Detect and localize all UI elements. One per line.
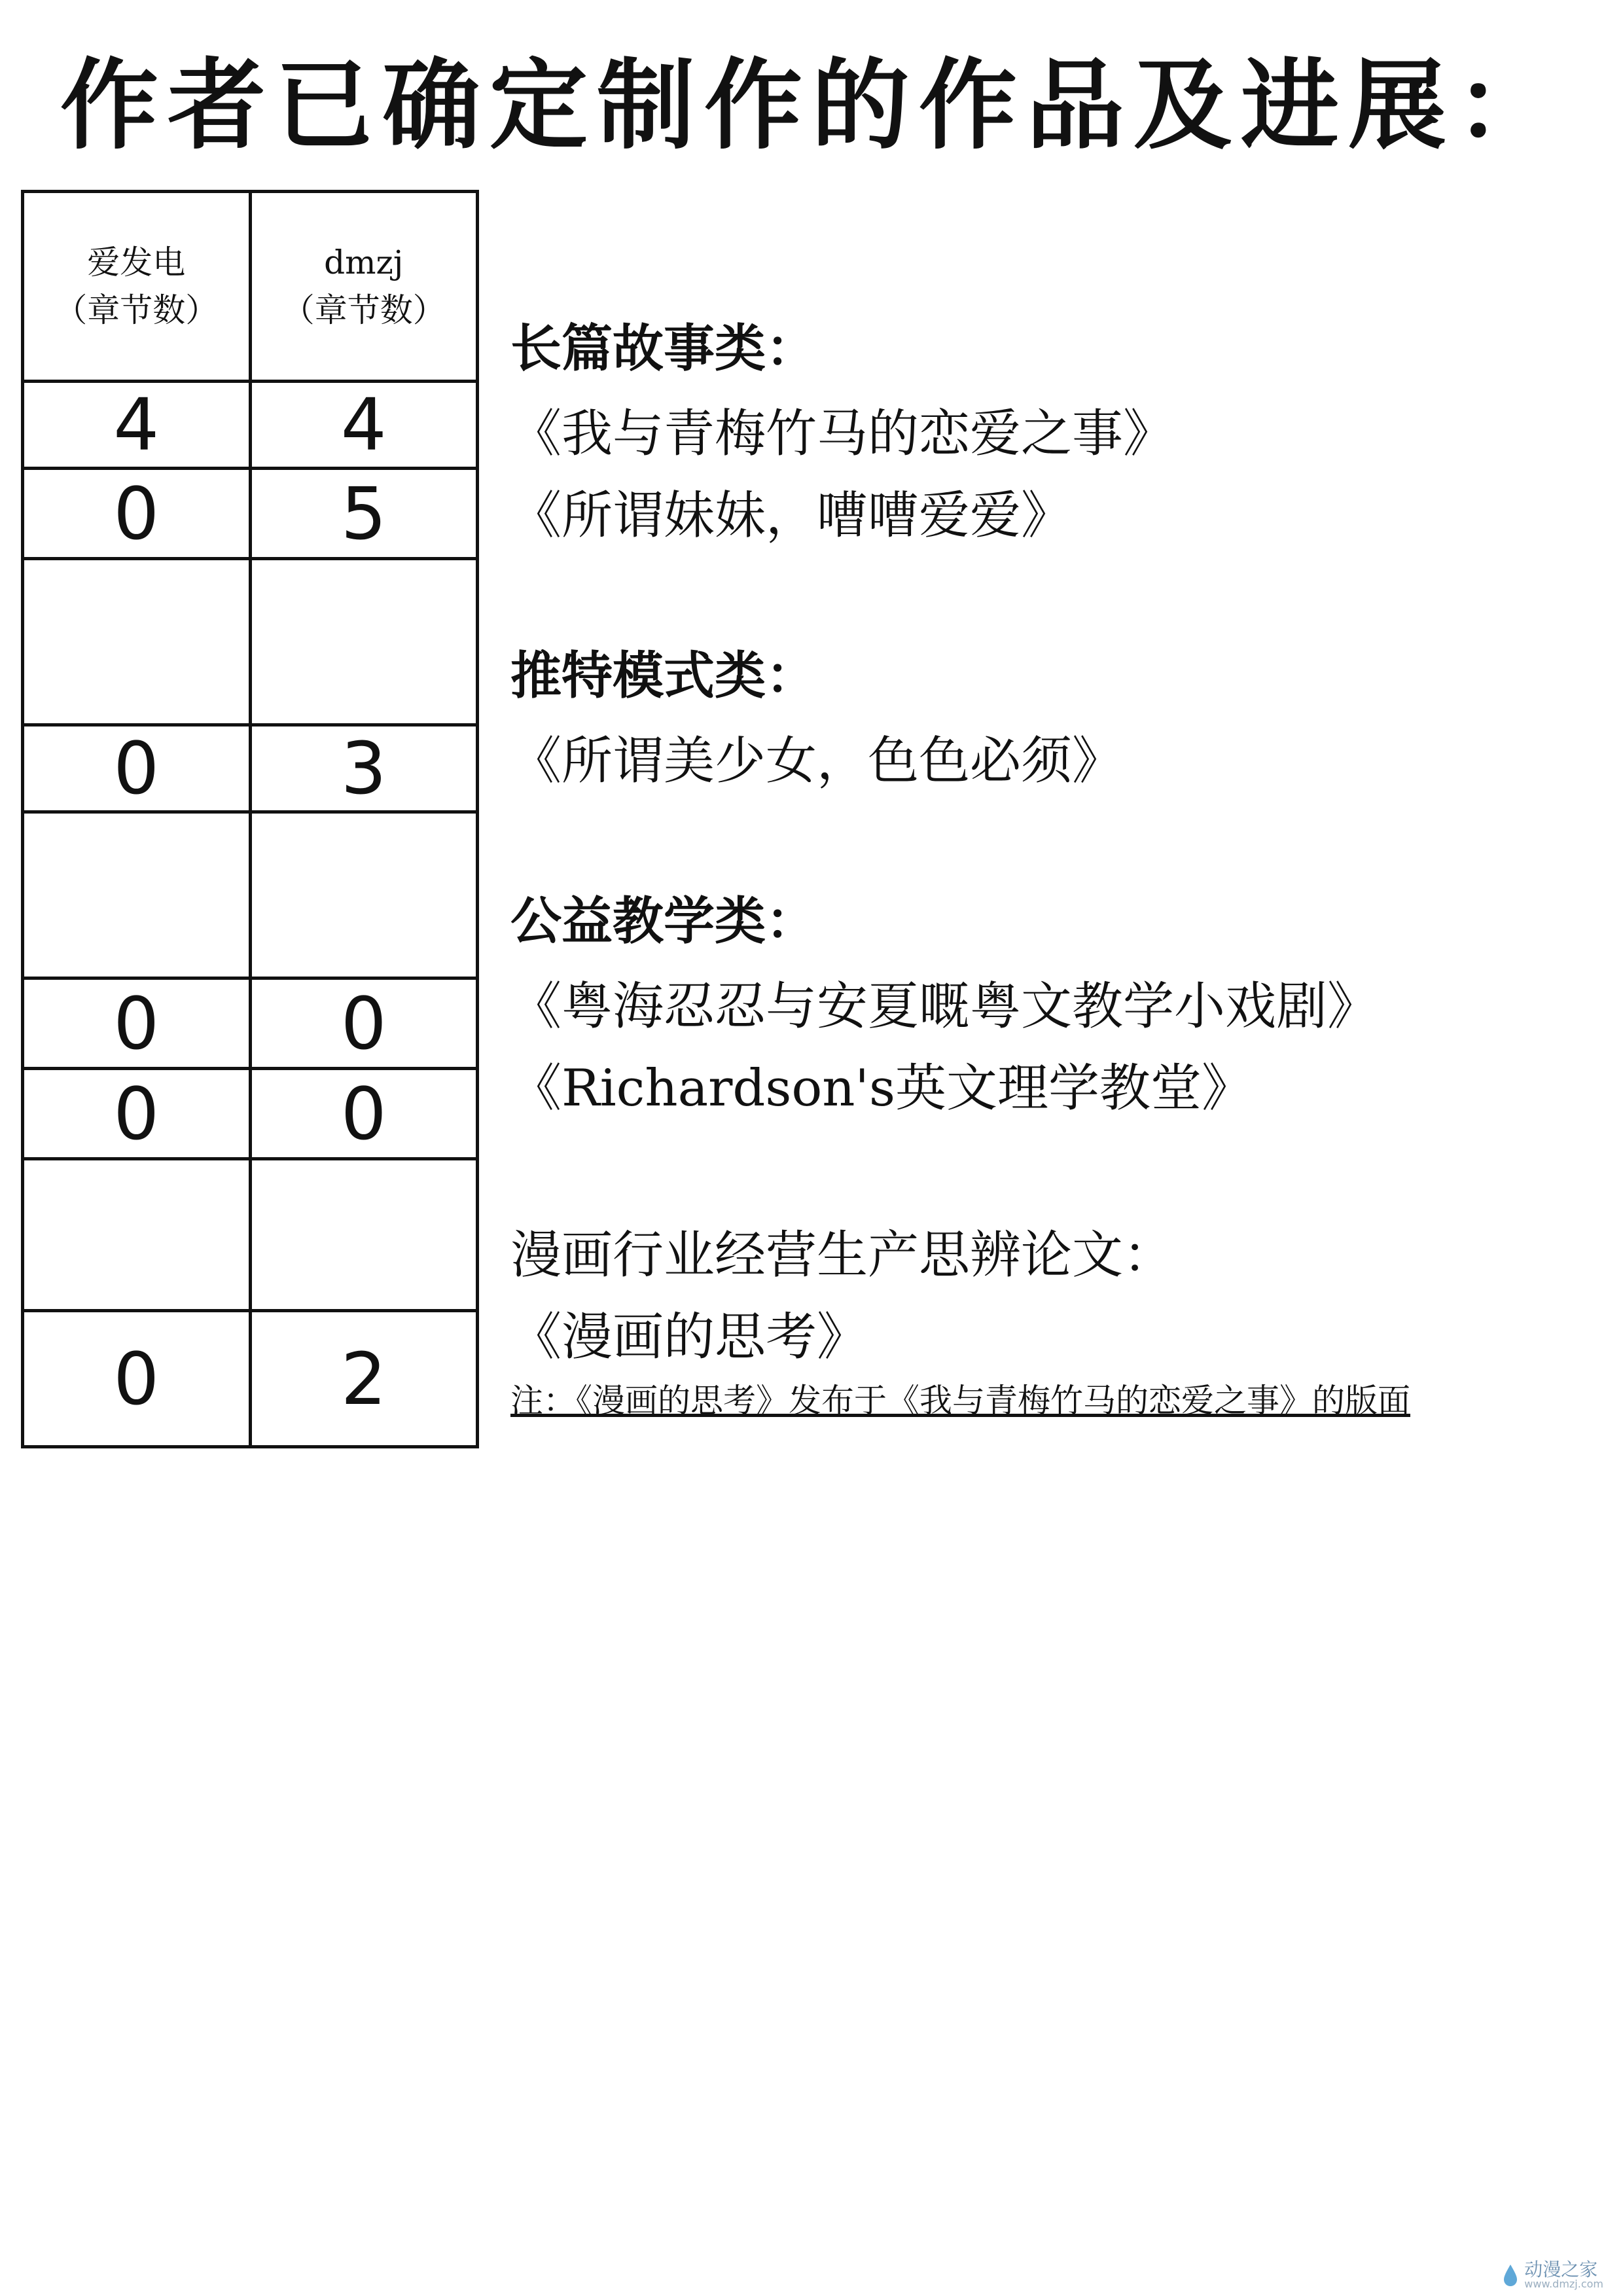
empty-cell <box>250 1159 478 1311</box>
table-row <box>23 382 478 469</box>
dmzj-count: 5 <box>250 469 478 559</box>
work-title: 《漫画的思考》 <box>510 1308 868 1367</box>
empty-cell <box>23 812 251 978</box>
category-heading: 长篇故事类： <box>510 319 817 378</box>
aifadian-count: 4 <box>23 382 251 469</box>
header-aifadian: 爱发电 （章节数） <box>23 192 251 382</box>
work-title: 《我与青梅竹马的恋爱之事》 <box>510 404 1175 463</box>
category-heading: 推特模式类： <box>510 647 817 706</box>
table-row <box>23 469 478 559</box>
work-title: 《粤海忍忍与安夏嘅粤文教学小戏剧》 <box>510 977 1379 1036</box>
table-row <box>23 725 478 812</box>
site-watermark <box>1502 2261 1603 2289</box>
empty-cell <box>250 559 478 725</box>
table-row-spacer <box>23 812 478 978</box>
watermark-url: www.dmzj.com <box>1524 2278 1603 2290</box>
droplet-logo-icon <box>1502 2263 1519 2287</box>
empty-cell <box>23 1159 251 1311</box>
aifadian-count: 0 <box>23 1311 251 1447</box>
work-title: 《所谓美少女，色色必须》 <box>510 732 1124 791</box>
work-title: 《Richardson's英文理学教堂》 <box>510 1059 1253 1118</box>
progress-table <box>21 190 479 1448</box>
work-title: 《所谓妹妹，嘈嘈爱爱》 <box>510 486 1073 545</box>
dmzj-count: 0 <box>250 978 478 1069</box>
watermark-name: 动漫之家 <box>1524 2259 1598 2280</box>
footnote: 注：《漫画的思考》发布于《我与青梅竹马的恋爱之事》的版面 <box>510 1382 1410 1420</box>
category-heading: 公益教学类： <box>510 892 817 951</box>
aifadian-count: 0 <box>23 469 251 559</box>
dmzj-count: 0 <box>250 1069 478 1159</box>
table-header-row <box>23 192 478 382</box>
aifadian-count: 0 <box>23 725 251 812</box>
dmzj-count: 2 <box>250 1311 478 1447</box>
table-row-spacer <box>23 559 478 725</box>
table-row-spacer <box>23 1159 478 1311</box>
page-title: 作者已确定制作的作品及进展： <box>60 49 1563 163</box>
table-row <box>23 978 478 1069</box>
table-row <box>23 1069 478 1159</box>
dmzj-count: 3 <box>250 725 478 812</box>
aifadian-count: 0 <box>23 1069 251 1159</box>
empty-cell <box>250 812 478 978</box>
aifadian-count: 0 <box>23 978 251 1069</box>
empty-cell <box>23 559 251 725</box>
table-row <box>23 1311 478 1447</box>
dmzj-count: 4 <box>250 382 478 469</box>
category-heading: 漫画行业经营生产思辨论文： <box>510 1226 1175 1285</box>
header-dmzj: dmzj （章节数） <box>250 192 478 382</box>
